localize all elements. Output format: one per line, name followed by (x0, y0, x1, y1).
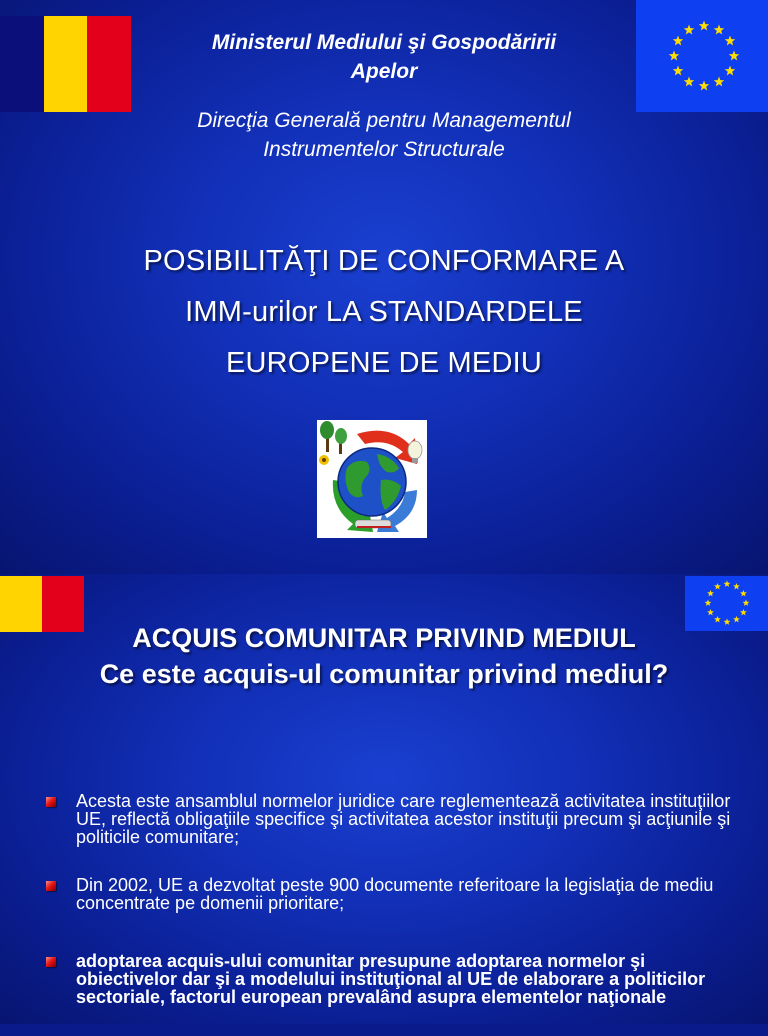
ministry-name (150, 28, 618, 86)
eu-star-icon (705, 599, 712, 606)
title-line-3: EUROPENE DE MEDIU (226, 347, 542, 379)
bullet-text: adoptarea acquis-ului comunitar presupune adoptarea normelor şi obiectivelor dar şi a modelului instituţional al UE de elaborare a politicilor sectoriale, factorul european prevalând asupra elementelor naţionale (76, 951, 706, 1007)
bullet-list (46, 792, 746, 1036)
eu-star-icon (714, 583, 721, 590)
title-line-1: POSIBILITĂŢI DE CONFORMARE A (143, 245, 625, 277)
list-item (46, 876, 746, 912)
eu-star-icon (684, 25, 694, 35)
eu-star-icon (743, 599, 750, 606)
eu-star-icon (699, 21, 709, 31)
eu-star-icon (725, 66, 735, 76)
eu-star-icon (740, 609, 747, 616)
bullet-text: Acesta este ansamblul normelor juridice care reglementează activitatea instituţiilor UE, reflectă obligaţiile specifice şi activitatea acestor instituţii precum şi acţiunile şi politicile comunitare; (76, 791, 731, 847)
presentation-title (0, 236, 768, 389)
eu-star-icon (673, 36, 683, 46)
slide-subtitle: Ce este acquis-ul comunitar privind mediul? (99, 659, 669, 689)
eu-star-icon (699, 81, 709, 91)
eu-star-icon (714, 25, 724, 35)
ministry-line-1: Ministerul Mediului şi Gospodăririi (211, 31, 557, 54)
eu-star-icon (707, 609, 714, 616)
eu-star-icon (669, 51, 679, 61)
ministry-line-2: Apelor (350, 60, 418, 83)
bullet-square-icon (46, 881, 56, 891)
list-item (46, 792, 746, 846)
eu-flag-icon (636, 0, 768, 112)
eu-star-icon (733, 583, 740, 590)
bullet-text: Din 2002, UE a dezvoltat peste 900 documente referitoare la legislaţia de mediu concentrate pe domenii prioritare; (76, 875, 714, 913)
bullet-square-icon (46, 957, 56, 967)
eu-star-icon (714, 76, 724, 86)
title-line-2: IMM-urilor LA STANDARDELE (185, 296, 583, 328)
bullet-square-icon (46, 797, 56, 807)
eu-star-icon (707, 590, 714, 597)
environment-globe-recycle-icon (317, 420, 427, 538)
eu-star-icon (725, 36, 735, 46)
eu-star-icon (673, 66, 683, 76)
eu-star-icon (729, 51, 739, 61)
acquis-heading (0, 620, 768, 692)
eu-star-icon (724, 580, 731, 587)
directorate-line-1: Direcţia Generală pentru Managementul (197, 109, 571, 132)
slide-title: ACQUIS COMUNITAR PRIVIND MEDIUL (132, 623, 636, 653)
directorate-name (150, 106, 618, 164)
romania-flag-icon (0, 16, 131, 112)
directorate-line-2: Instrumentelor Structurale (263, 138, 505, 161)
eu-star-icon (684, 76, 694, 86)
eu-star-icon (740, 590, 747, 597)
list-item (46, 952, 746, 1006)
